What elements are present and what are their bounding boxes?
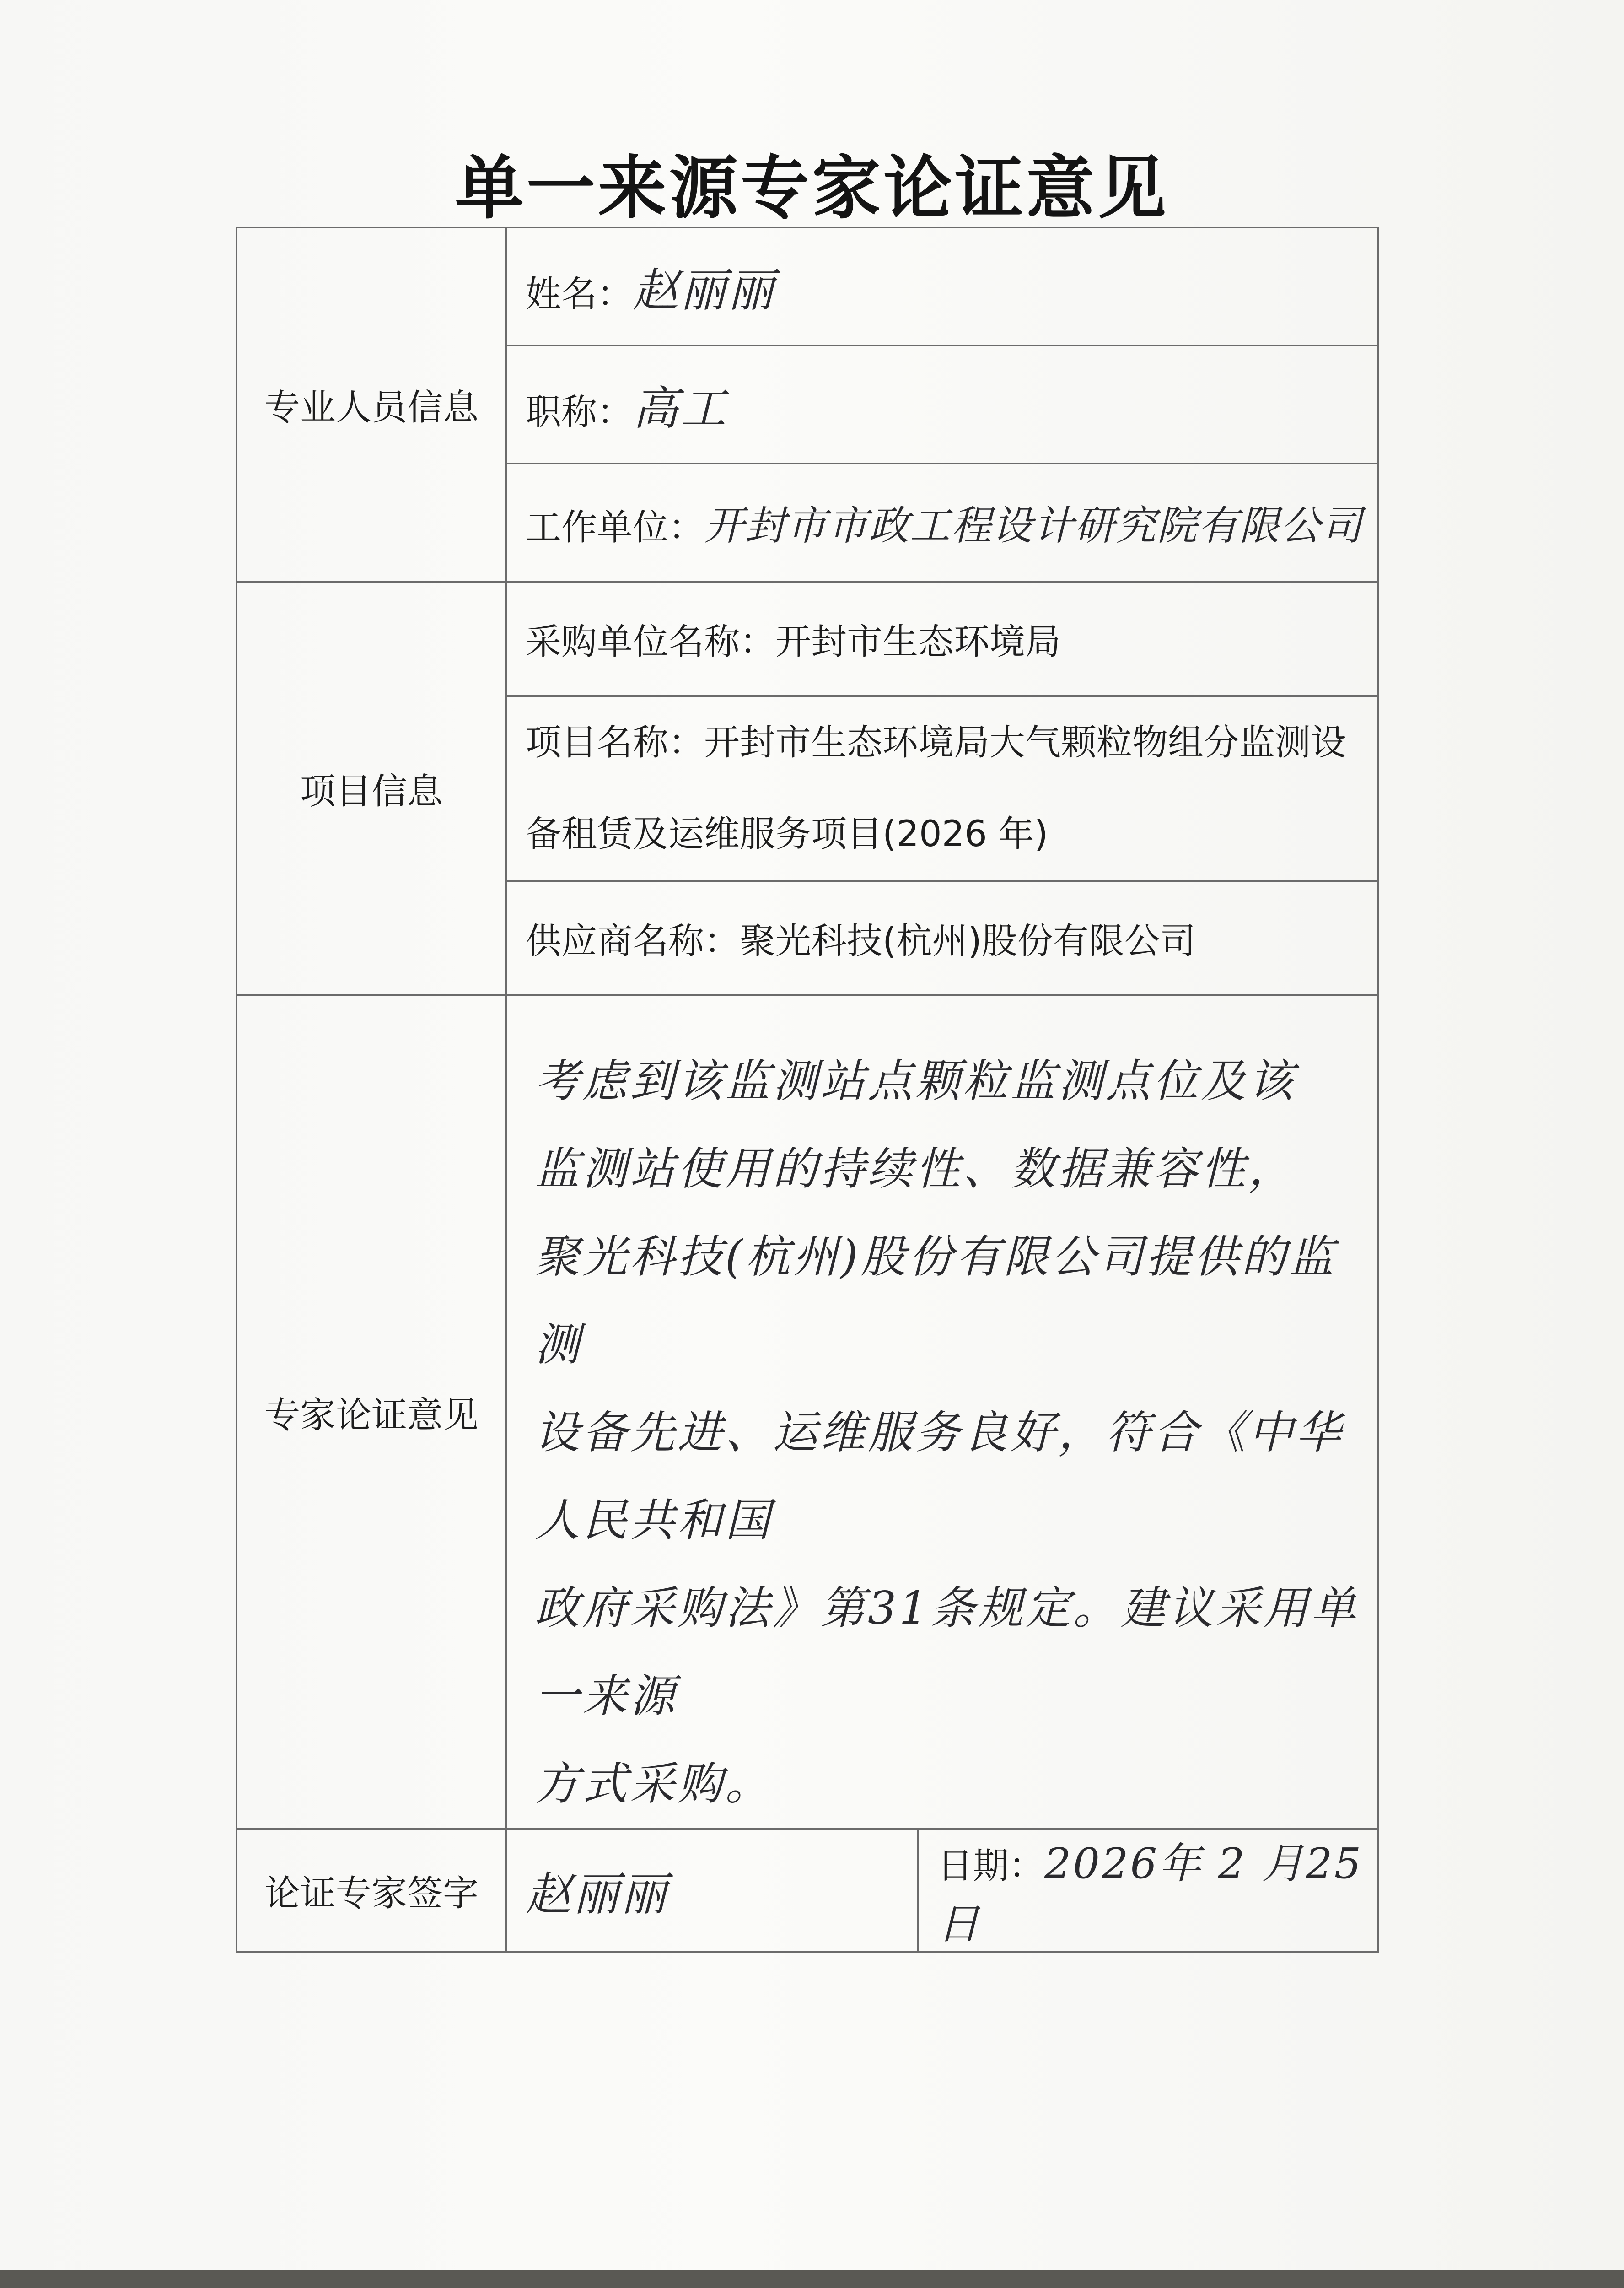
name-handwritten: 赵丽丽 [633, 264, 776, 317]
date-label: 日期： [937, 1846, 1045, 1887]
signature-label: 论证专家签字 [237, 1829, 506, 1952]
title-row [506, 345, 1378, 464]
opinion-section-label: 专家论证意见 [237, 995, 506, 1829]
purchaser-label: 采购单位名称： [526, 621, 776, 663]
project-name-row [506, 696, 1378, 881]
expert-opinion-form [236, 227, 1379, 1953]
supplier-value: 聚光科技(杭州)股份有限公司 [740, 921, 1196, 962]
project-section-label: 项目信息 [237, 582, 506, 995]
name-row [506, 227, 1378, 345]
personnel-section-label: 专业人员信息 [237, 227, 506, 582]
purchaser-value: 开封市生态环境局 [775, 621, 1061, 663]
supplier-label: 供应商名称： [526, 921, 740, 962]
project-name-label: 项目名称： [526, 722, 704, 763]
employer-row [506, 464, 1378, 582]
signature-cell [506, 1829, 918, 1952]
opinion-handwritten-text: 考虑到该监测站点颗粒监测点位及该 监测站使用的持续性、数据兼容性， 聚光科技(杭州)股份有限公司提供的监测 设备先进、运维服务良好，符合《中华人民共和国 政府采购法》第31条规定。建议采用单一来源 方式采购。 [535, 1055, 1359, 1810]
supplier-row [506, 881, 1378, 995]
date-cell [918, 1829, 1378, 1952]
purchaser-row [506, 582, 1378, 696]
title-handwritten: 高工 [633, 382, 728, 435]
date-handwritten: 2026年 2 月25 日 [937, 1839, 1363, 1948]
page-title: 单一来源专家论证意见 [455, 148, 1169, 228]
employer-handwritten: 开封市市政工程设计研究院有限公司 [704, 502, 1363, 549]
page-edge-shadow [0, 2270, 1624, 2288]
opinion-content-cell [506, 995, 1378, 1829]
project-name-value: 开封市生态环境局大气颗粒物组分监测设备租赁及运维服务项目(2026 年) [526, 722, 1347, 855]
name-label: 姓名： [526, 274, 633, 315]
employer-label: 工作单位： [526, 507, 704, 548]
title-label: 职称： [526, 392, 633, 433]
signature-handwritten: 赵丽丽 [526, 1867, 668, 1921]
